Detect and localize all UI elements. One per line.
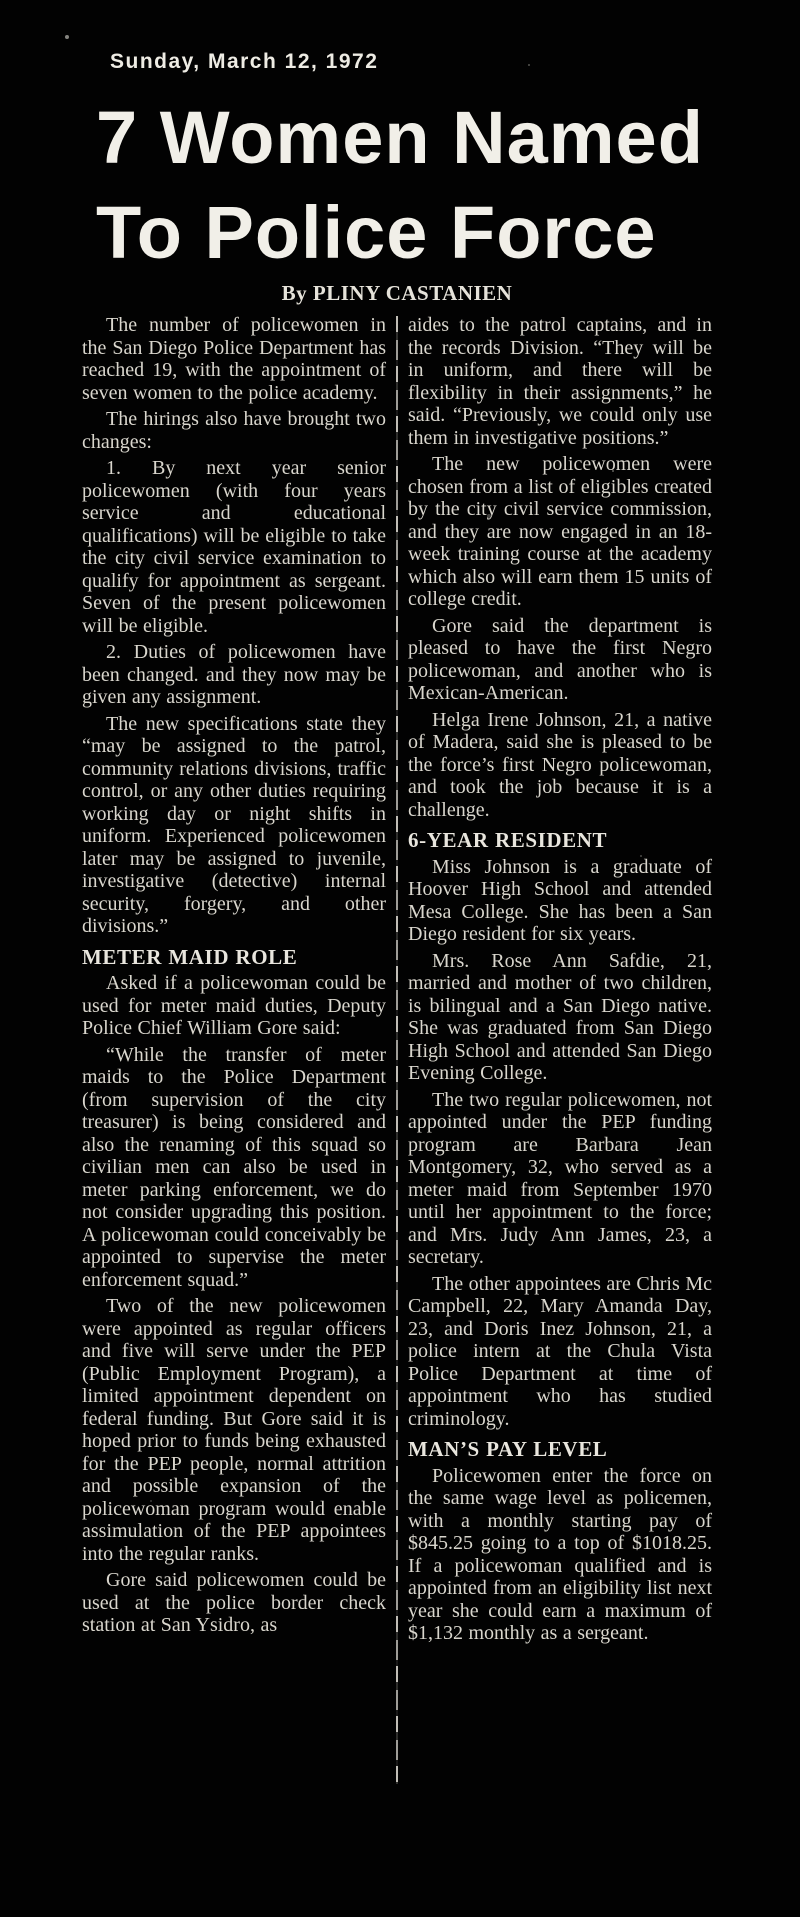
article-paragraph: Helga Irene Johnson, 21, a native of Madera, said she is pleased to be the force’s first Negro policewoman, and took the job because it is a challenge. [408,708,712,821]
headline-line-2: To Police Force [96,191,657,274]
article-paragraph: “While the transfer of meter maids to the Police Department (from supervision of the city treasurer) is being considered and also the renaming of this squad so civilian men can also be used in meter parking enforcement, we do not consider upgrading this position. A policewoman could conceivably be appointed to supervise the meter enforcement squad.” [82,1043,386,1291]
article-paragraph: The hirings also have brought two changes: [82,408,386,453]
article-paragraph: Asked if a policewoman could be used for meter maid duties, Deputy Police Chief William Gore said: [82,972,386,1039]
section-subhead: 6-YEAR RESIDENT [408,828,608,852]
article-paragraph: The number of policewomen in the San Diego Police Department has reached 19, with the appointment of seven women to the police academy. [82,314,386,404]
scan-dust-specks [0,0,2,2]
column-rule-divider [396,316,398,1784]
article-paragraph: Gore said policewomen could be used at the police border check station at San Ysidro, as [82,1569,386,1636]
article-paragraph: aides to the patrol captains, and in the records Division. “They will be in uniform, and there will be flexibility in their assignments,” he said. “Previously, we could only use them in investigative positions.” [408,314,712,449]
article-paragraph: Policewomen enter the force on the same wage level as policemen, with a monthly starting pay of $845.25 going to a top of $1018.25. If a policewoman qualified and is appointed from an eligibility list next year she could earn a maximum of $1,132 monthly as a sergeant. [408,1464,712,1644]
article-paragraph: The new policewomen were chosen from a list of eligibles created by the city civil service commission, and they are now engaged in an 18-week training course at the academy which also will earn them 15 units of college credit. [408,453,712,610]
section-subhead: METER MAID ROLE [82,944,298,969]
article-paragraph: 2. Duties of policewomen have been changed. and they now may be given any assignment. [82,641,386,708]
article-paragraph: Two of the new policewomen were appointed as regular officers and five will serve under the PEP (Public Employment Program), a limited appointment dependent on federal funding. But Gore said it is hoped prior to funds being exhausted for the PEP people, normal attrition and possible expansion of the policewoman program would enable assimulation of the PEP appointees into the regular ranks. [82,1295,386,1565]
article-paragraph: Miss Johnson is a graduate of Hoover High School and attended Mesa College. She has been a San Diego resident for six years. [408,855,712,945]
section-subhead: MAN’S PAY LEVEL [408,1437,608,1461]
article-paragraph: Mrs. Rose Ann Safdie, 21, married and mother of two children, is bilingual and a San Diego native. She was graduated from San Diego High School and attended San Diego Evening College. [408,949,712,1084]
article-body [82,314,714,1784]
headline-line-1: 7 Women Named [96,96,704,179]
article-paragraph: The new specifications state they “may be assigned to the patrol, community relations divisions, traffic control, or any other duties requiring working day or night shifts in uniform. Experienced policewomen later may be assigned to juvenile, investigative (detective) internal security, forgery, and other divisions.” [82,712,386,937]
byline: By PLINY CASTANIEN [281,281,513,305]
article-paragraph: The two regular policewomen, not appointed under the PEP funding program are Barbara Jean Montgomery, 32, who served as a meter maid from September 1970 until her appointment to the force; and Mrs. Judy Ann James, 23, a secretary. [408,1088,712,1268]
article-paragraph: The other appointees are Chris Mc Campbell, 22, Mary Amanda Day, 23, and Doris Inez Johnson, 21, a police intern at the Chula Vista Police Department at time of appointment who has studied criminology. [408,1272,712,1430]
right-column [408,314,712,1784]
publication-date: Sunday, March 12, 1972 [110,50,379,73]
left-column [82,314,386,1784]
article-paragraph: Gore said the department is pleased to have the first Negro policewoman, and another who is Mexican-American. [408,614,712,704]
headline [96,90,704,280]
article-paragraph: 1. By next year senior policewomen (with four years service and educational qualifications) will be eligible to take the city civil service examination to qualify for appointment as sergeant. Seven of the present policewomen will be eligible. [82,457,386,637]
